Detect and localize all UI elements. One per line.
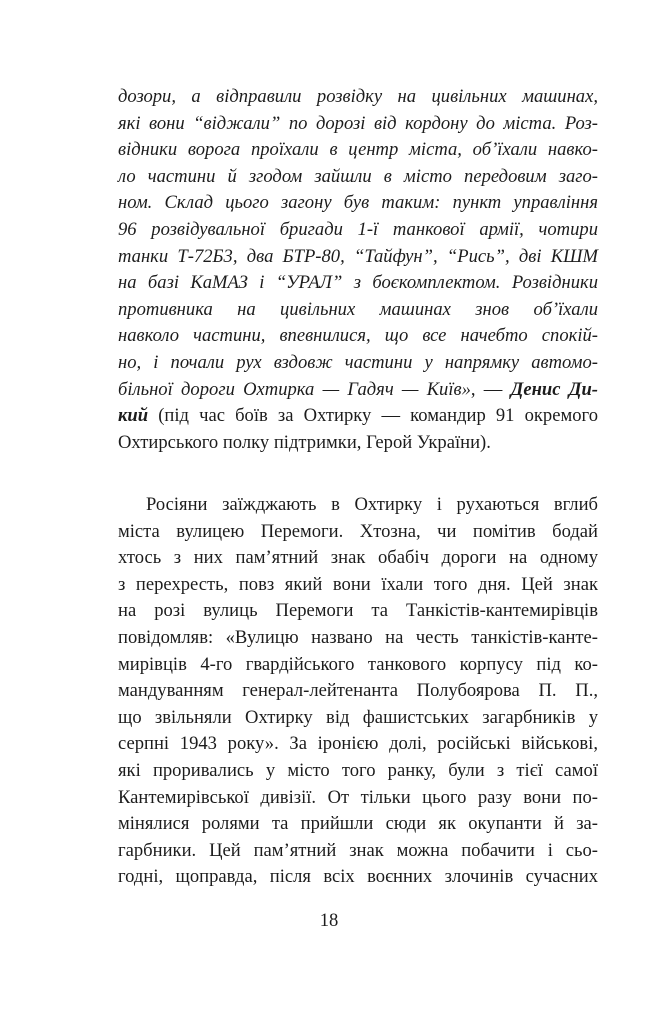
- body-line: на розі вулиць Перемоги та Танкістів-кантемирівців: [118, 600, 598, 622]
- body-line: гарбники. Цей пам’ятний знак можна побачити і сьо-: [118, 839, 598, 861]
- quote-author: Денис Ди-: [510, 378, 598, 400]
- quote-line: які вони “віджали” по дорозі від кордону до міста. Роз-: [118, 112, 598, 134]
- page-number: 18: [319, 910, 339, 931]
- body-line: міста вулицею Перемоги. Хтозна, чи помітив бодай: [118, 520, 598, 542]
- body-line: серпні 1943 року». За іронією долі, російські військові,: [118, 733, 598, 755]
- body-line: хтось з них пам’ятний знак обабіч дороги на одному: [118, 547, 598, 569]
- quote-line: противника на цивільних машинах знов об’їхали: [118, 298, 598, 320]
- quote-block: [118, 84, 598, 456]
- quote-line: танки Т-72Б3, два БТР-80, “Тайфун”, “Рись”, дві КШМ: [118, 245, 598, 267]
- quote-line-with-author: [118, 377, 598, 404]
- body-line: з перехресть, повз який вони їхали того дня. Цей знак: [118, 573, 598, 595]
- quote-line: навколо частини, впевнилися, що все начебто спокій-: [118, 325, 598, 347]
- body-line: які проривались у місто того ранку, були з тієї самої: [118, 759, 598, 781]
- quote-line: ном. Склад цього загону був таким: пункт управління: [118, 192, 598, 214]
- quote-author-cont: кий: [118, 405, 149, 427]
- quote-line: ло частини й згодом зайшли в місто передовим заго-: [118, 165, 598, 187]
- quote-line: 96 розвідувальної бригади 1-ї танкової армії, чотири: [118, 218, 598, 240]
- author-caption: (під час боїв за Охтирку — командир 91 окремого: [148, 405, 598, 427]
- quote-line: дозори, а відправили розвідку на цивільних машинах,: [118, 86, 598, 107]
- quote-line: на базі КаМАЗ і “УРАЛ” з боєкомплектом. Розвідники: [118, 272, 598, 294]
- body-line: мінялися ролями та прийшли сюди як окупанти й за-: [118, 813, 598, 835]
- quote-line: більної дороги Охтирка — Гадяч — Київ»: [118, 378, 471, 400]
- body-line: що звільняли Охтирку від фашистських загарбників у: [118, 706, 598, 728]
- body-line: повідомляв: «Вулицю названо на честь танкістів-канте-: [118, 626, 598, 648]
- attribution-dash: , —: [470, 378, 511, 400]
- body-line: Кантемирівської дивізії. От тільки цього разу вони по-: [118, 786, 598, 808]
- body-line: годні, щоправда, після всіх воєнних злочинів сучасних: [118, 866, 598, 888]
- body-line: мандуванням генерал-лейтенанта Полубоярова П. П.,: [118, 680, 598, 702]
- body-paragraph: [118, 492, 598, 891]
- quote-line: відники ворога проїхали в центр міста, об’їхали навко-: [118, 139, 598, 161]
- author-caption-cont: Охтирського полку підтримки, Герой України).: [118, 431, 491, 453]
- body-line: мирівців 4-го гвардійського танкового корпусу під ко-: [118, 653, 598, 675]
- quote-line: но, і почали рух вздовж частини у напрямку автомо-: [118, 351, 598, 373]
- quote-attribution-line: [118, 403, 598, 430]
- body-line: Росіяни заїжджають в Охтирку і рухаються вглиб: [146, 494, 598, 515]
- quote-attribution-line: [118, 430, 598, 457]
